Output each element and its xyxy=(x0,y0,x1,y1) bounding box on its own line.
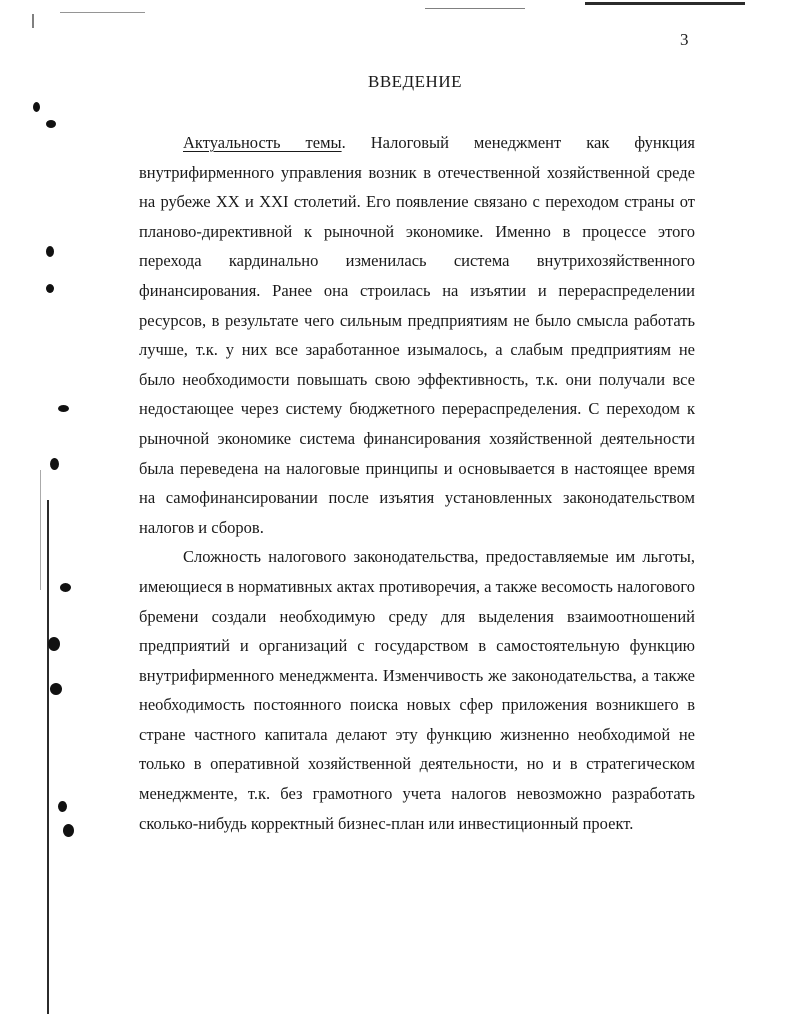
scan-artifact-left-edge xyxy=(47,500,49,1014)
scan-blot xyxy=(46,120,56,128)
paragraph-complexity: Сложность налогового законодательства, предоставляемые им льготы, имеющиеся в нормативных актах противоречия, а также весомость налогового бремени создали необходимую среду для выделения взаимоотношений предприятий и организаций с государством в самостоятельную функцию внутрифирменного менеджмента. Изменчивость же законодательства, а также необходимость постоянного поиска новых сфер приложения возникшего в стране частного капитала делают эту функцию жизненно необходимой не только в оперативной хозяйственной деятельности, но и в стратегическом менеджменте, т.к. без грамотного учета налогов невозможно разработать сколько-нибудь корректный бизнес-план или инвестиционный проект. xyxy=(139,547,695,833)
scan-artifact-top-left-line xyxy=(60,12,145,13)
scan-blot xyxy=(50,683,62,695)
body-text xyxy=(139,128,695,838)
scan-blot xyxy=(58,405,69,412)
scan-artifact-corner-mark xyxy=(32,14,34,28)
scan-blot xyxy=(58,801,67,812)
scan-blot xyxy=(60,583,71,592)
scan-blot xyxy=(33,102,40,112)
scan-artifact-top-mid-line xyxy=(425,8,525,9)
paragraph-relevance xyxy=(139,128,695,542)
scan-blot xyxy=(50,458,59,470)
scan-artifact-top-right-line xyxy=(585,2,745,5)
page-number: 3 xyxy=(680,30,689,49)
scan-blot xyxy=(46,284,54,293)
scan-blot xyxy=(46,246,54,257)
scan-blot xyxy=(63,824,74,837)
scan-artifact-left-edge-faint xyxy=(40,470,41,590)
relevance-text: . Налоговый менеджмент как функция внутрифирменного управления возник в отечественной хозяйственной среде на рубеже XX и XXI столетий. Его появление связано с переходом страны от планово-директивной к рыночной экономике. Именно в процессе этого перехода кардинально изменилась система внутрихозяйственного финансирования. Ранее она строилась на изъятии и перераспределении ресурсов, в результате чего сильным предприятиям не было смысла работать лучше, т.к. у них все заработанное изымалось, а слабым предприятиям не было необходимости повышать свою эффективность, т.к. они получали все недостающее через систему бюджетного перераспределения. С переходом к рыночной экономике система финансирования хозяйственной деятельности была переведена на налоговые принципы и основывается в настоящее время на самофинансировании после изъятия установленных законодательством налогов и сборов. xyxy=(139,133,695,537)
page-title: ВВЕДЕНИЕ xyxy=(368,72,462,91)
relevance-lead: Актуальность темы xyxy=(183,133,342,152)
scan-blot xyxy=(48,637,60,651)
